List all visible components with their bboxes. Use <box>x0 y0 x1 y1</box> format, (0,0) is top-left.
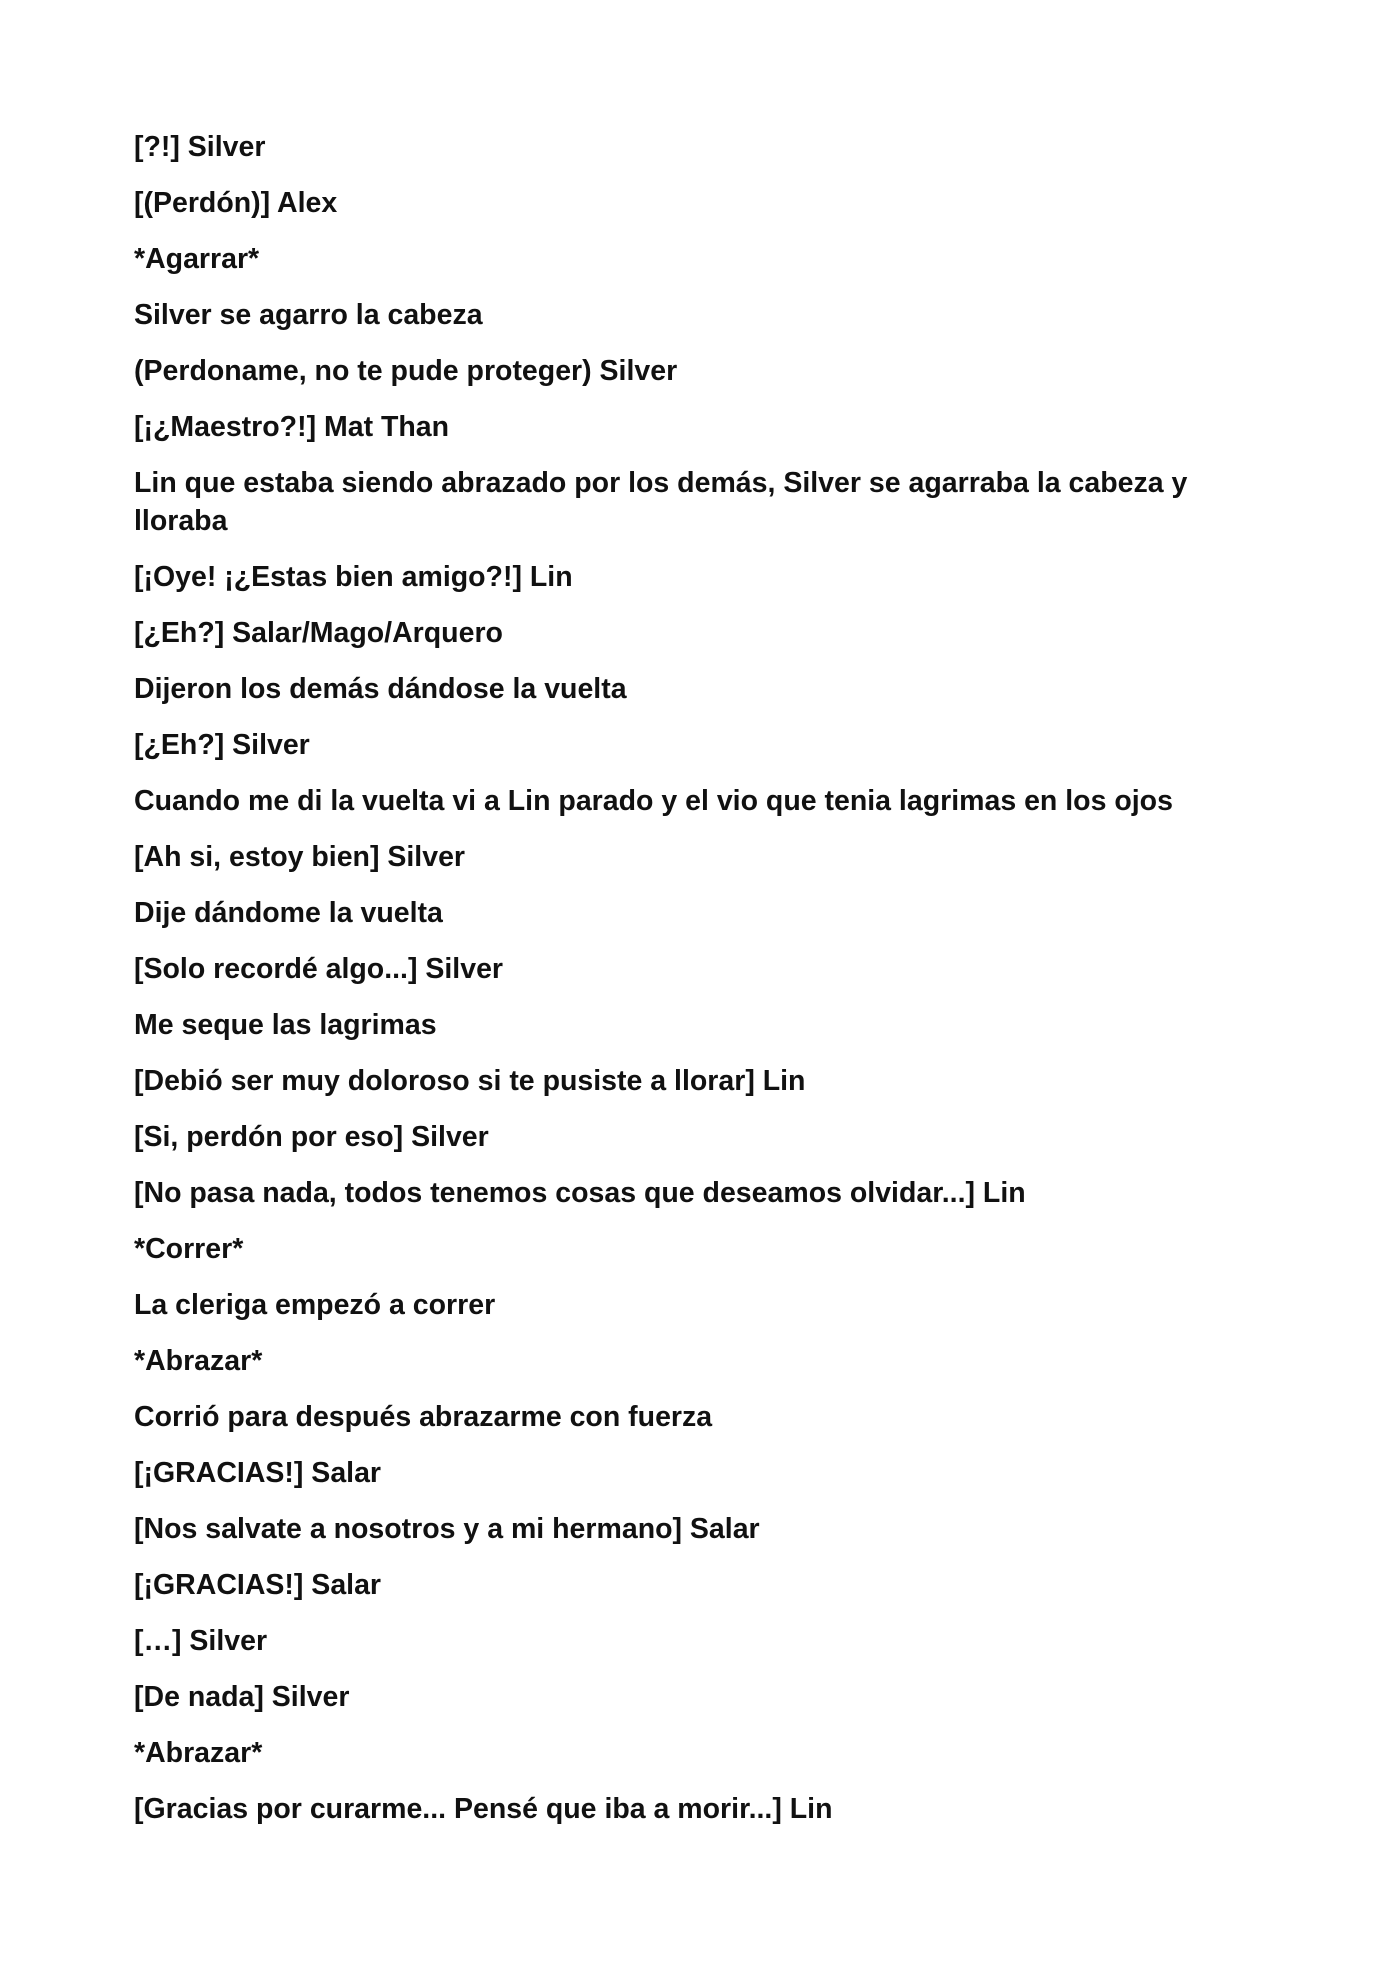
text-line: [Debió ser muy doloroso si te pusiste a llorar] Lin <box>134 1065 806 1097</box>
text-line: [Ah si, estoy bien] Silver <box>134 841 466 873</box>
text-line: [Si, perdón por eso] Silver <box>134 1121 489 1153</box>
document-body <box>134 128 1264 1846</box>
text-line: [¡GRACIAS!] Salar <box>134 1457 382 1489</box>
text-line: [Gracias por curarme... Pensé que iba a morir...] Lin <box>134 1793 833 1825</box>
text-line: Me seque las lagrimas <box>134 1009 437 1041</box>
text-line: Cuando me di la vuelta vi a Lin parado y el vio que tenia lagrimas en los ojos <box>134 785 1173 817</box>
text-line: *Agarrar* <box>134 243 260 275</box>
text-line: [No pasa nada, todos tenemos cosas que deseamos olvidar...] Lin <box>134 1177 1026 1209</box>
text-line: *Correr* <box>134 1233 244 1265</box>
text-line: *Abrazar* <box>134 1737 263 1769</box>
text-line: [De nada] Silver <box>134 1681 350 1713</box>
text-line: [¡Oye! ¡¿Estas bien amigo?!] Lin <box>134 561 573 593</box>
text-line: [Solo recordé algo...] Silver <box>134 953 504 985</box>
text-line: [¿Eh?] Silver <box>134 729 310 761</box>
text-line: La cleriga empezó a correr <box>134 1289 496 1321</box>
text-line: [?!] Silver <box>134 131 266 163</box>
text-line: [¡¿Maestro?!] Mat Than <box>134 411 450 443</box>
text-line: Corrió para después abrazarme con fuerza <box>134 1401 713 1433</box>
text-line: Dijeron los demás dándose la vuelta <box>134 673 627 705</box>
text-line: [¿Eh?] Salar/Mago/Arquero <box>134 617 503 649</box>
text-line: [(Perdón)] Alex <box>134 187 338 219</box>
text-line: [Nos salvate a nosotros y a mi hermano] Salar <box>134 1513 760 1545</box>
text-line: […] Silver <box>134 1625 268 1657</box>
text-line: Dije dándome la vuelta <box>134 897 443 929</box>
text-line: *Abrazar* <box>134 1345 263 1377</box>
text-line: Silver se agarro la cabeza <box>134 299 483 331</box>
text-line: (Perdoname, no te pude proteger) Silver <box>134 355 678 387</box>
text-line: Lin que estaba siendo abrazado por los demás, Silver se agarraba la cabeza y lloraba <box>134 467 1188 537</box>
text-line: [¡GRACIAS!] Salar <box>134 1569 382 1601</box>
